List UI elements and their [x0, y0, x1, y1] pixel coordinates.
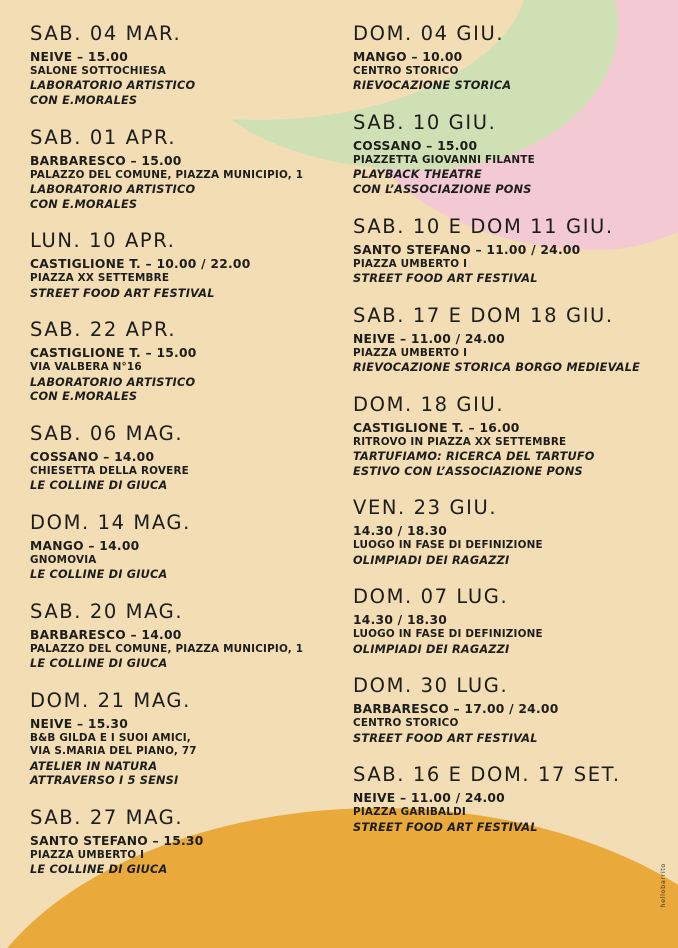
event-description: LABORATORIO ARTISTICO CON E.MORALES [30, 182, 196, 211]
event-date: SAB. 22 APR. [30, 318, 177, 342]
event-date: DOM. 18 GIU. [353, 392, 505, 416]
event-venue: CENTRO STORICO [353, 717, 459, 730]
event-entry [353, 496, 654, 568]
event-date: SAB. 06 MAG. [30, 421, 184, 445]
event-date: SAB. 17 E DOM 18 GIU. [353, 303, 614, 327]
event-town-time: COSSANO – 15.00 [353, 138, 478, 153]
event-town-time: MANGO – 14.00 [30, 538, 140, 553]
event-town-time: CASTIGLIONE T. – 10.00 / 22.00 [30, 257, 251, 272]
designer-credit: hellobarrito [659, 863, 667, 908]
event-description: RIEVOCAZIONE STORICA BORGO MEDIEVALE [353, 360, 641, 374]
event-date: SAB. 20 MAG. [30, 599, 184, 623]
event-entry [353, 22, 654, 94]
event-description: PLAYBACK THEATRE CON L’ASSOCIAZIONE PONS [353, 168, 532, 196]
event-venue: B&B GILDA E I SUOI AMICI, VIA S.MARIA DEL PIANO, 77 [30, 731, 197, 758]
event-date: VEN. 23 GIU. [353, 496, 498, 520]
event-description: LE COLLINE DI GIUCA [30, 863, 168, 877]
event-description: OLIMPIADI DEI RAGAZZI [353, 553, 510, 567]
event-entry [353, 585, 654, 657]
event-entry [353, 674, 654, 746]
event-entry [30, 511, 331, 583]
event-date: DOM. 04 GIU. [353, 22, 505, 45]
event-description: LE COLLINE DI GIUCA [30, 479, 168, 493]
event-description: ATELIER IN NATURA ATTRAVERSO I 5 SENSI [30, 759, 179, 788]
event-venue: RITROVO IN PIAZZA XX SETTEMBRE [353, 435, 567, 448]
event-venue: LUOGO IN FASE DI DEFINIZIONE [353, 628, 543, 641]
event-venue: PALAZZO DEL COMUNE, PIAZZA MUNICIPIO, 1 [30, 642, 304, 655]
event-entry [353, 111, 654, 198]
event-venue: PIAZZA UMBERTO I [353, 257, 468, 270]
event-date: LUN. 10 APR. [30, 229, 176, 253]
event-venue: PIAZZA UMBERTO I [30, 848, 145, 861]
event-venue: LUOGO IN FASE DI DEFINIZIONE [353, 539, 543, 552]
event-town-time: BARBARESCO – 17.00 / 24.00 [353, 702, 559, 717]
event-date: DOM. 14 MAG. [30, 510, 191, 534]
event-entry [30, 229, 331, 301]
event-date: DOM. 21 MAG. [30, 688, 191, 712]
event-description: STREET FOOD ART FESTIVAL [353, 820, 538, 834]
event-entry [353, 304, 654, 376]
event-town-time: 14.30 / 18.30 [353, 613, 448, 628]
event-town-time: NEIVE – 11.00 / 24.00 [353, 331, 505, 346]
event-description: STREET FOOD ART FESTIVAL [30, 286, 215, 300]
event-description: LABORATORIO ARTISTICO CON E.MORALES [30, 79, 196, 107]
event-venue: PIAZZETTA GIOVANNI FILANTE [353, 153, 535, 166]
event-venue: VIA VALBERA N°16 [30, 361, 142, 374]
event-town-time: BARBARESCO – 14.00 [30, 627, 182, 642]
event-entry [30, 318, 331, 405]
event-town-time: 14.30 / 18.30 [353, 524, 448, 539]
event-date: SAB. 10 GIU. [353, 110, 497, 134]
event-venue: SALONE SOTTOCHIESA [30, 65, 166, 77]
event-venue: CENTRO STORICO [353, 65, 459, 77]
event-town-time: NEIVE – 15.00 [30, 50, 129, 64]
events-column-right [353, 22, 654, 928]
event-town-time: NEIVE – 11.00 / 24.00 [353, 791, 505, 806]
event-description: STREET FOOD ART FESTIVAL [353, 271, 538, 285]
event-entry [353, 393, 654, 480]
event-town-time: SANTO STEFANO – 11.00 / 24.00 [353, 242, 581, 257]
event-description: LABORATORIO ARTISTICO CON E.MORALES [30, 375, 196, 404]
event-date: SAB. 16 E DOM. 17 SET. [353, 763, 621, 787]
event-town-time: COSSANO – 14.00 [30, 449, 155, 464]
event-entry [30, 126, 331, 213]
event-description: STREET FOOD ART FESTIVAL [353, 731, 538, 745]
event-date: SAB. 10 E DOM 11 GIU. [353, 214, 614, 238]
event-date: SAB. 01 APR. [30, 125, 177, 149]
event-description: TARTUFIAMO: RICERCA DEL TARTUFO ESTIVO CON L’ASSOCIAZIONE PONS [353, 449, 595, 478]
event-entry [30, 422, 331, 494]
event-entry [353, 763, 654, 835]
event-venue: PIAZZA XX SETTEMBRE [30, 272, 170, 285]
event-town-time: NEIVE – 15.30 [30, 716, 129, 731]
event-entry [353, 215, 654, 287]
event-town-time: BARBARESCO – 15.00 [30, 153, 182, 168]
event-entry [30, 806, 331, 878]
event-date: DOM. 30 LUG. [353, 674, 509, 698]
events-column-left [30, 22, 331, 928]
event-description: LE COLLINE DI GIUCA [30, 657, 168, 671]
event-town-time: CASTIGLIONE T. – 15.00 [30, 346, 197, 361]
event-venue: GNOMOVIA [30, 553, 97, 566]
event-date: SAB. 27 MAG. [30, 805, 184, 829]
event-venue: PALAZZO DEL COMUNE, PIAZZA MUNICIPIO, 1 [30, 168, 304, 181]
event-entry [30, 600, 331, 672]
event-date: DOM. 07 LUG. [353, 585, 509, 609]
event-town-time: CASTIGLIONE T. – 16.00 [353, 420, 520, 435]
event-entry [30, 22, 331, 109]
event-date: SAB. 04 MAR. [30, 22, 182, 45]
event-town-time: MANGO – 10.00 [353, 50, 463, 64]
event-description: RIEVOCAZIONE STORICA [353, 79, 512, 93]
event-venue: PIAZZA GARIBALDI [353, 806, 466, 819]
event-venue: PIAZZA UMBERTO I [353, 346, 468, 359]
event-description: OLIMPIADI DEI RAGAZZI [353, 642, 510, 656]
event-town-time: SANTO STEFANO – 15.30 [30, 833, 204, 848]
event-description: LE COLLINE DI GIUCA [30, 568, 168, 582]
event-entry [30, 689, 331, 789]
event-venue: CHIESETTA DELLA ROVERE [30, 464, 189, 477]
